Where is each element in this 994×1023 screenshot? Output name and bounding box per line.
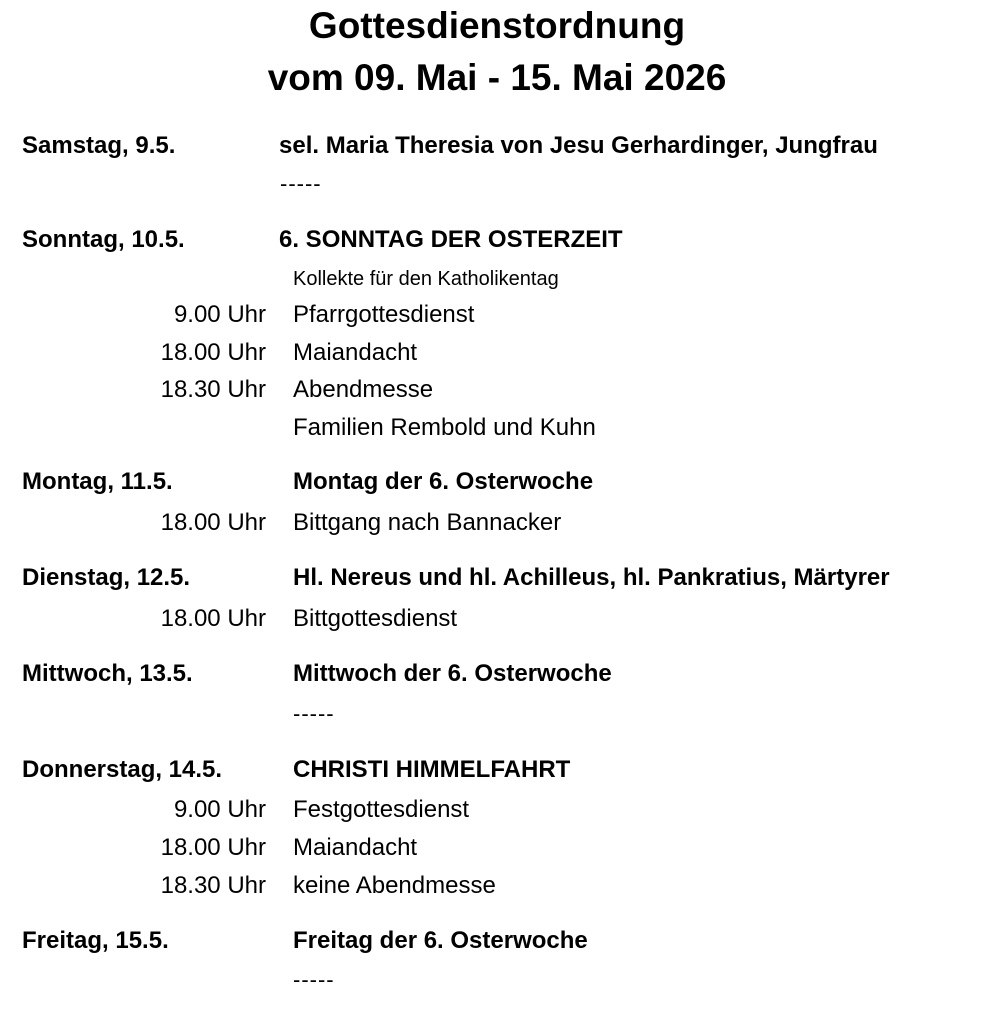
event-text: Pfarrgottesdienst <box>293 301 475 328</box>
event-row <box>0 830 994 866</box>
day-label: Dienstag, 12.5. <box>22 564 191 591</box>
day-label: Freitag, 15.5. <box>22 927 169 954</box>
day-header-wednesday <box>0 656 994 692</box>
page-title: Gottesdienstordnung <box>308 5 686 46</box>
event-detail-row <box>0 410 994 446</box>
day-header-saturday <box>0 128 994 164</box>
event-row <box>0 372 994 408</box>
day-header-monday <box>0 464 994 500</box>
feast-title: CHRISTI HIMMELFAHRT <box>293 756 571 783</box>
day-label: Sonntag, 10.5. <box>22 226 185 253</box>
event-time: 9.00 Uhr <box>173 301 266 328</box>
event-row <box>0 335 994 371</box>
event-text: keine Abendmesse <box>293 872 496 899</box>
feast-title: Hl. Nereus und hl. Achilleus, hl. Pankratius, Märtyrer <box>293 564 890 591</box>
event-row <box>0 297 994 333</box>
event-time: 18.00 Uhr <box>160 509 266 536</box>
event-row <box>0 792 994 828</box>
event-row <box>0 868 994 904</box>
event-text: Abendmesse <box>293 376 434 403</box>
event-time: 9.00 Uhr <box>173 796 266 823</box>
event-time: 18.00 Uhr <box>160 834 266 861</box>
no-service-row <box>0 962 994 998</box>
feast-title: sel. Maria Theresia von Jesu Gerhardinger, Jungfrau <box>279 132 878 159</box>
day-label: Samstag, 9.5. <box>22 132 176 159</box>
feast-title: Freitag der 6. Osterwoche <box>293 927 588 954</box>
event-time: 18.30 Uhr <box>160 872 266 899</box>
day-label: Donnerstag, 14.5. <box>22 756 223 783</box>
event-detail-text: Familien Rembold und Kuhn <box>293 414 596 441</box>
day-header-sunday <box>0 222 994 258</box>
no-service-dash: ----- <box>293 701 335 726</box>
day-header-thursday <box>0 752 994 788</box>
event-time: 18.00 Uhr <box>160 605 266 632</box>
event-text: Bittgang nach Bannacker <box>293 509 562 536</box>
event-text: Bittgottesdienst <box>293 605 458 632</box>
feast-title: Montag der 6. Osterwoche <box>293 468 594 495</box>
page-subtitle-date-range: vom 09. Mai - 15. Mai 2026 <box>267 57 727 98</box>
no-service-row <box>0 166 994 202</box>
event-row <box>0 505 994 541</box>
day-label: Mittwoch, 13.5. <box>22 660 193 687</box>
event-text: Maiandacht <box>293 339 418 366</box>
day-header-tuesday <box>0 560 994 596</box>
event-row <box>0 601 994 637</box>
no-service-dash: ----- <box>280 171 322 196</box>
event-time: 18.30 Uhr <box>160 376 266 403</box>
event-text: Maiandacht <box>293 834 418 861</box>
day-header-friday <box>0 923 994 959</box>
event-time: 18.00 Uhr <box>160 339 266 366</box>
collection-note: Kollekte für den Katholikentag <box>293 268 559 290</box>
no-service-row <box>0 696 994 732</box>
note-row <box>0 261 994 297</box>
feast-title: 6. SONNTAG DER OSTERZEIT <box>279 226 623 253</box>
feast-title: Mittwoch der 6. Osterwoche <box>293 660 612 687</box>
day-label: Montag, 11.5. <box>22 468 173 495</box>
event-text: Festgottesdienst <box>293 796 470 823</box>
no-service-dash: ----- <box>293 967 335 992</box>
